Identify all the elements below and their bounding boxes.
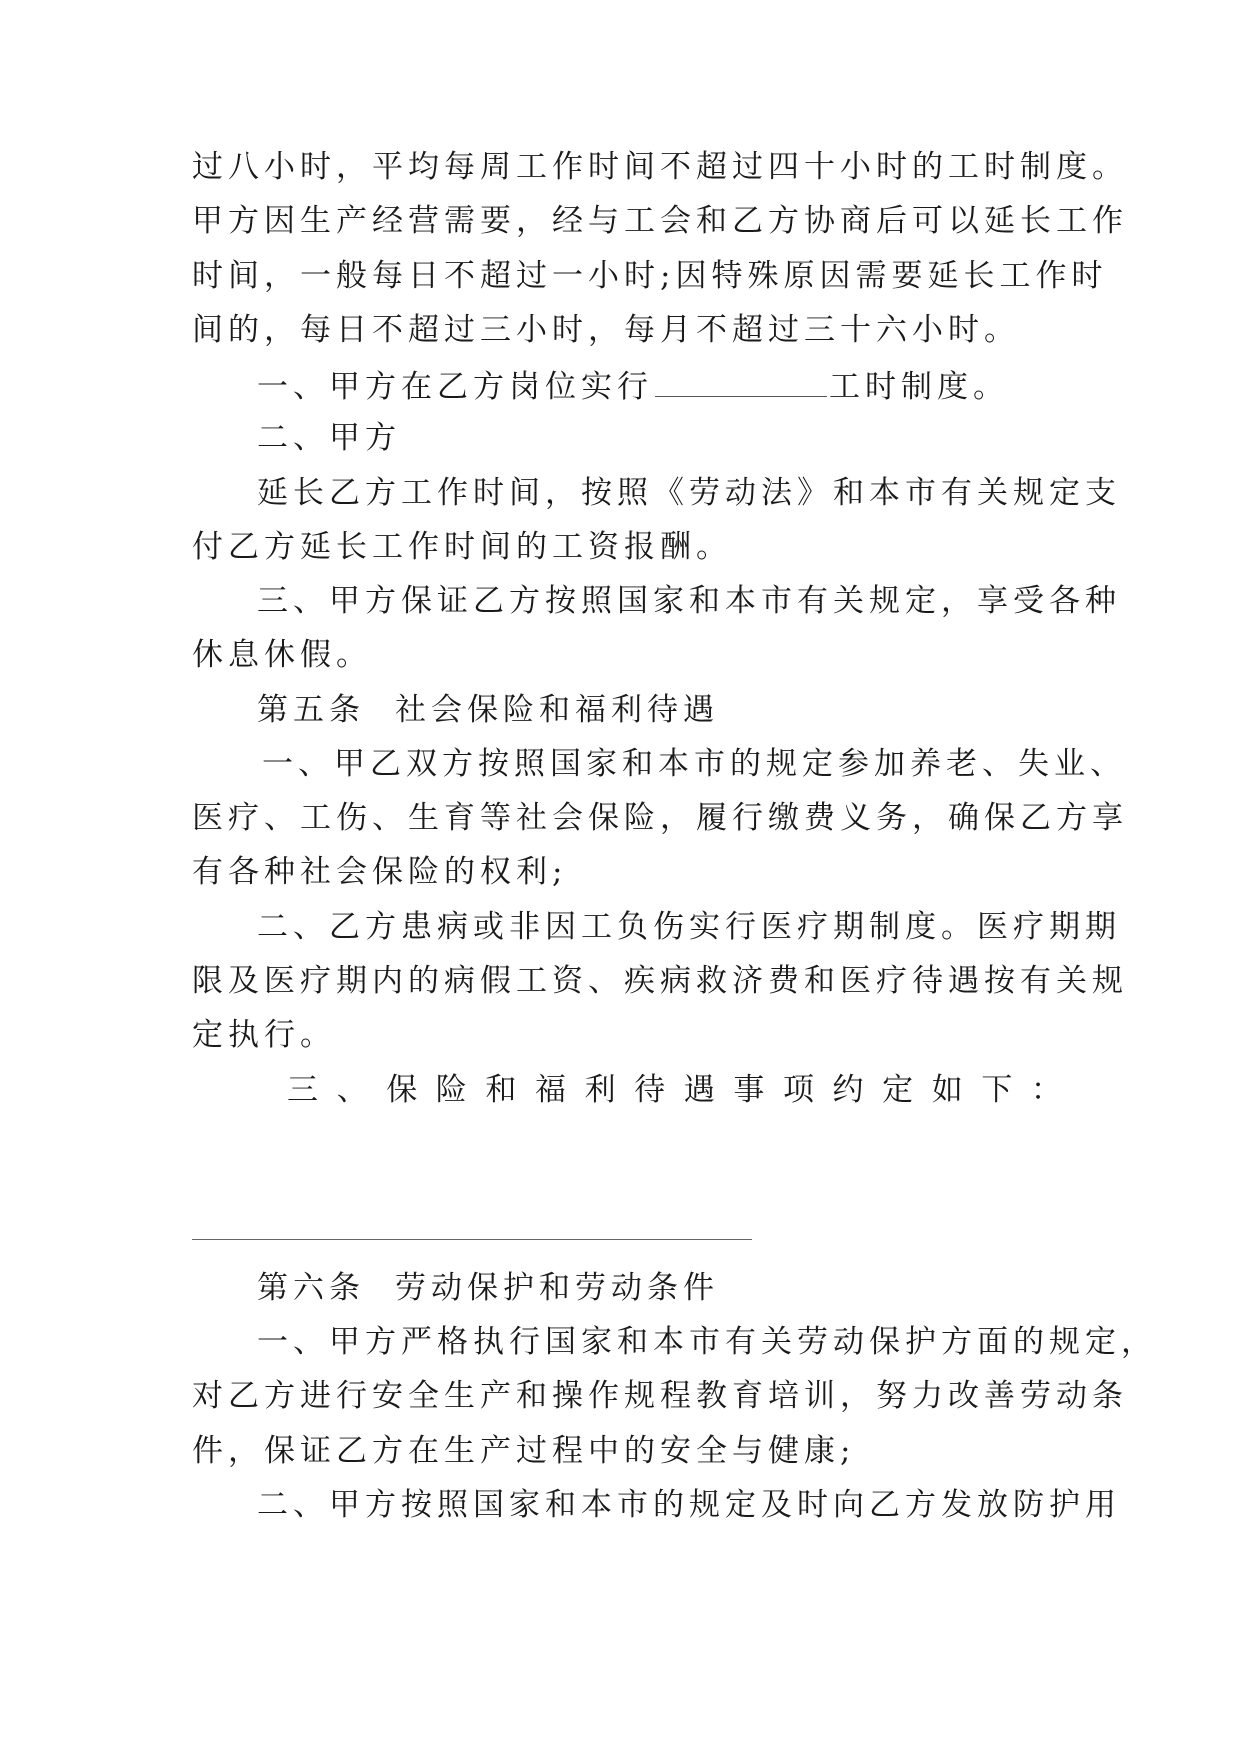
art5-item-1-line: 有各种社会保险的权利; [192, 854, 568, 890]
spread-char: 利 [584, 1072, 616, 1108]
art6-item-1-line: 件，保证乙方在生产过程中的安全与健康; [192, 1433, 856, 1469]
art6-item-2-line: 二、甲方按照国家和本市的规定及时向乙方发放防护用 [257, 1487, 1121, 1523]
art5-item-2-line: 限及医疗期内的病假工资、疾病救济费和医疗待遇按有关规 [192, 963, 1128, 999]
article-number: 第五条 [257, 692, 365, 728]
fill-in-line[interactable] [192, 1239, 752, 1240]
spread-char: 保 [386, 1072, 418, 1108]
spread-char: 下 [981, 1072, 1013, 1108]
article-title: 社会保险和福利待遇 [395, 692, 719, 728]
article-number: 第六条 [257, 1270, 365, 1306]
art5-item-1-line: 一、甲乙双方按照国家和本市的规定参加养老、失业、 [262, 746, 1126, 782]
article-6-heading [257, 1268, 1062, 1308]
art5-item-3-line [287, 1070, 1062, 1110]
spread-char: 定 [882, 1072, 914, 1108]
paragraph-line: 过八小时，平均每周工作时间不超过四十小时的工时制度。 [192, 149, 1128, 185]
spread-char: 险 [435, 1072, 467, 1108]
article-title: 劳动保护和劳动条件 [395, 1270, 719, 1306]
spread-char: 三 [287, 1072, 318, 1108]
paragraph-line: 时间，一般每日不超过一小时;因特殊原因需要延长工作时 [192, 258, 1108, 294]
art5-item-2-line: 二、乙方患病或非因工负伤实行医疗期制度。医疗期期 [257, 909, 1121, 945]
spread-char: 和 [485, 1072, 517, 1108]
clause-item-3-line: 休息休假。 [192, 637, 372, 673]
spread-char: ： [1030, 1072, 1062, 1108]
spread-char: 项 [782, 1072, 814, 1108]
spread-char: 待 [634, 1072, 666, 1108]
art5-item-1-line: 医疗、工伤、生育等社会保险，履行缴费义务，确保乙方享 [192, 800, 1128, 836]
spread-char: 约 [832, 1072, 864, 1108]
spread-char: 遇 [683, 1072, 715, 1108]
paragraph-line: 甲方因生产经营需要，经与工会和乙方协商后可以延长工作 [192, 203, 1128, 239]
art6-item-1-line: 一、甲方严格执行国家和本市有关劳动保护方面的规定， [257, 1324, 1157, 1360]
article-5-heading [257, 690, 1062, 730]
paragraph-line: 间的，每日不超过三小时，每月不超过三十六小时。 [192, 312, 1020, 348]
clause-item-2-line: 付乙方延长工作时间的工资报酬。 [192, 529, 732, 565]
fill-in-blank[interactable] [655, 364, 827, 397]
spread-char: 事 [733, 1072, 765, 1108]
clause-text: 一、甲方在乙方岗位实行 [257, 369, 653, 405]
art5-item-2-line: 定执行。 [192, 1017, 336, 1053]
clause-text: 工时制度。 [829, 369, 1009, 405]
art6-item-1-line: 对乙方进行安全生产和操作规程教育培训，努力改善劳动条 [192, 1378, 1128, 1414]
clause-item-3-line: 三、甲方保证乙方按照国家和本市有关规定，享受各种 [257, 583, 1121, 619]
clause-item-1 [257, 364, 1062, 404]
spread-char: 福 [534, 1072, 566, 1108]
clause-item-2: 二、甲方 [257, 420, 401, 456]
clause-item-2-line: 延长乙方工作时间，按照《劳动法》和本市有关规定支 [257, 475, 1121, 511]
spread-char: 、 [336, 1072, 368, 1108]
spread-char: 如 [931, 1072, 963, 1108]
